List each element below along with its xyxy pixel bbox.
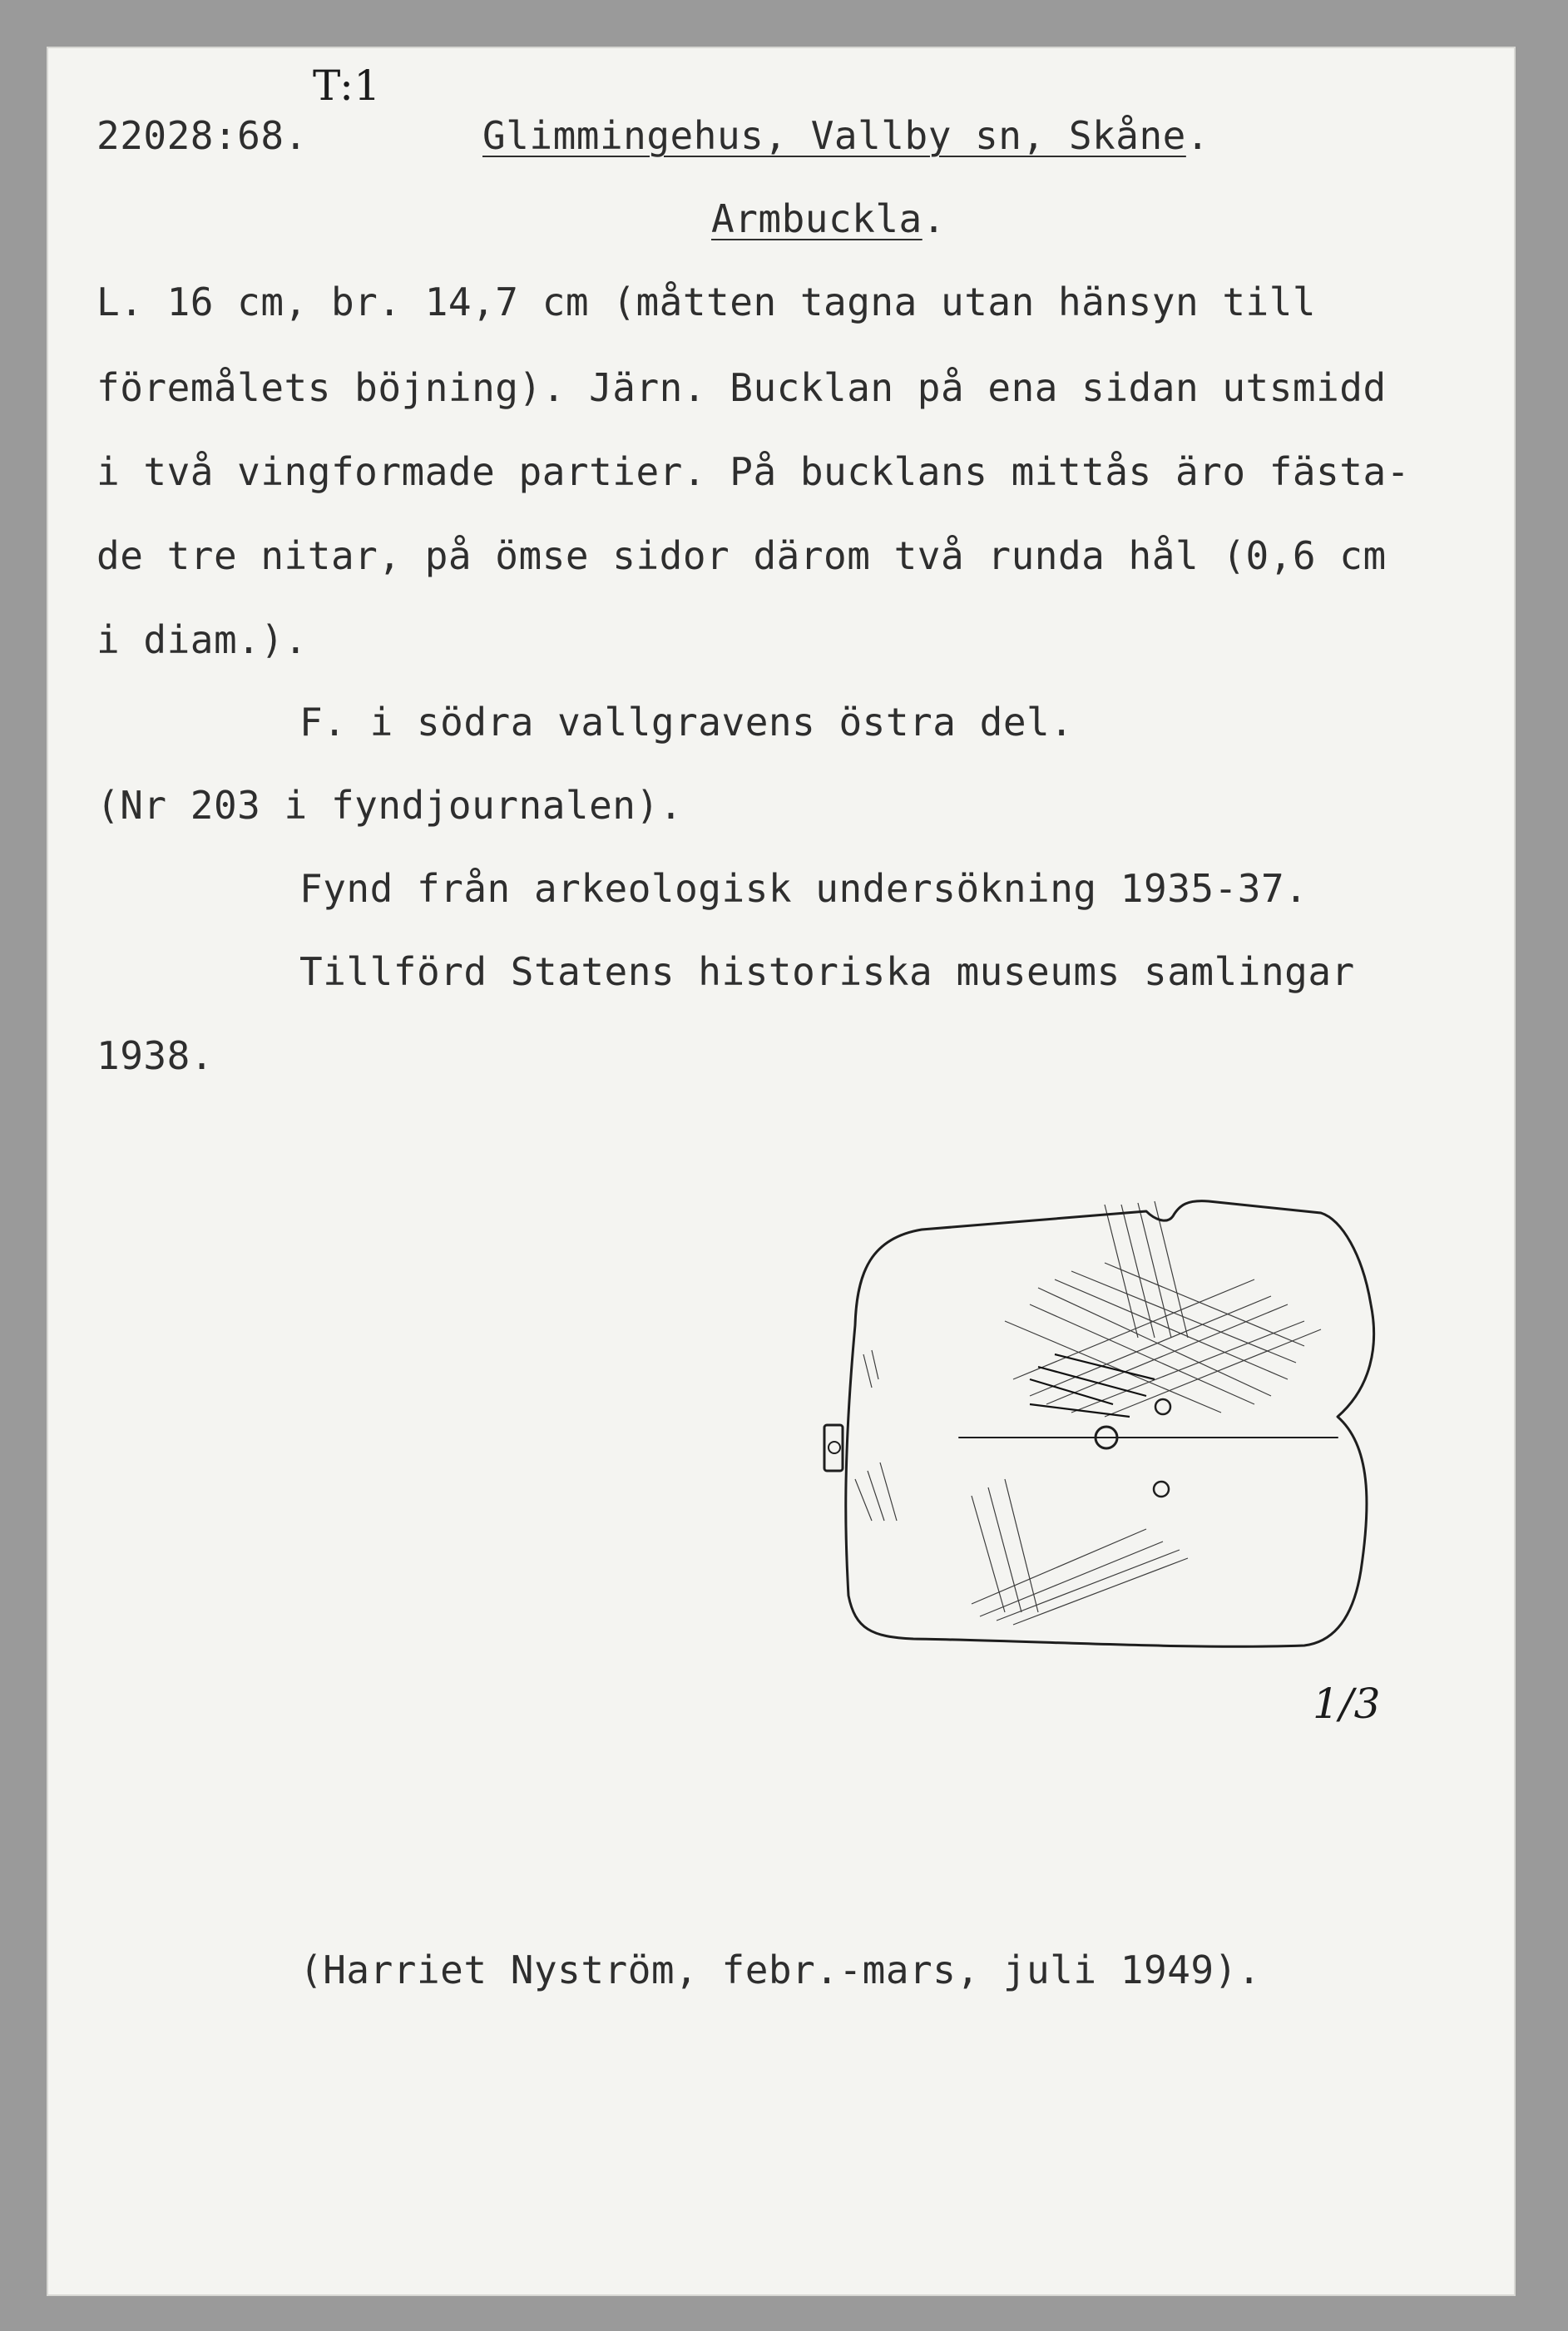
description-line-1: L. 16 cm, br. 14,7 cm (måtten tagna utan hänsyn till	[96, 280, 1317, 324]
inventory-number: 22028:68.	[96, 113, 308, 158]
journal-reference: (Nr 203 i fyndjournalen).	[96, 783, 683, 828]
place-heading	[482, 113, 1210, 158]
transfer-note-line-2: 1938.	[96, 1033, 214, 1078]
place-name: Glimmingehus, Vallby sn, Skåne	[482, 113, 1186, 158]
handwritten-mark: T:1	[313, 62, 381, 110]
find-place: F. i södra vallgravens östra del.	[299, 700, 1074, 745]
scale-label: 1/3	[1313, 1680, 1381, 1728]
description-line-3: i två vingformade partier. På bucklans mittås äro fästa-	[96, 449, 1410, 494]
excavation-note: Fynd från arkeologisk undersökning 1935-37.	[299, 866, 1308, 911]
place-period: .	[1185, 113, 1210, 158]
description-line-2: föremålets böjning). Järn. Bucklan på ena sidan utsmidd	[96, 365, 1387, 410]
transfer-note-line-1: Tillförd Statens historiska museums samlingar	[299, 949, 1355, 994]
object-name: Armbuckla	[711, 196, 922, 241]
author-line: (Harriet Nyström, febr.-mars, juli 1949).	[299, 1947, 1261, 1992]
buckle-drawing	[755, 1130, 1396, 1712]
description-line-5: i diam.).	[96, 617, 308, 662]
description-line-4: de tre nitar, på ömse sidor därom två runda hål (0,6 cm	[96, 533, 1387, 578]
catalog-card	[48, 48, 1514, 2294]
object-heading	[711, 196, 946, 241]
object-period: .	[922, 196, 946, 241]
